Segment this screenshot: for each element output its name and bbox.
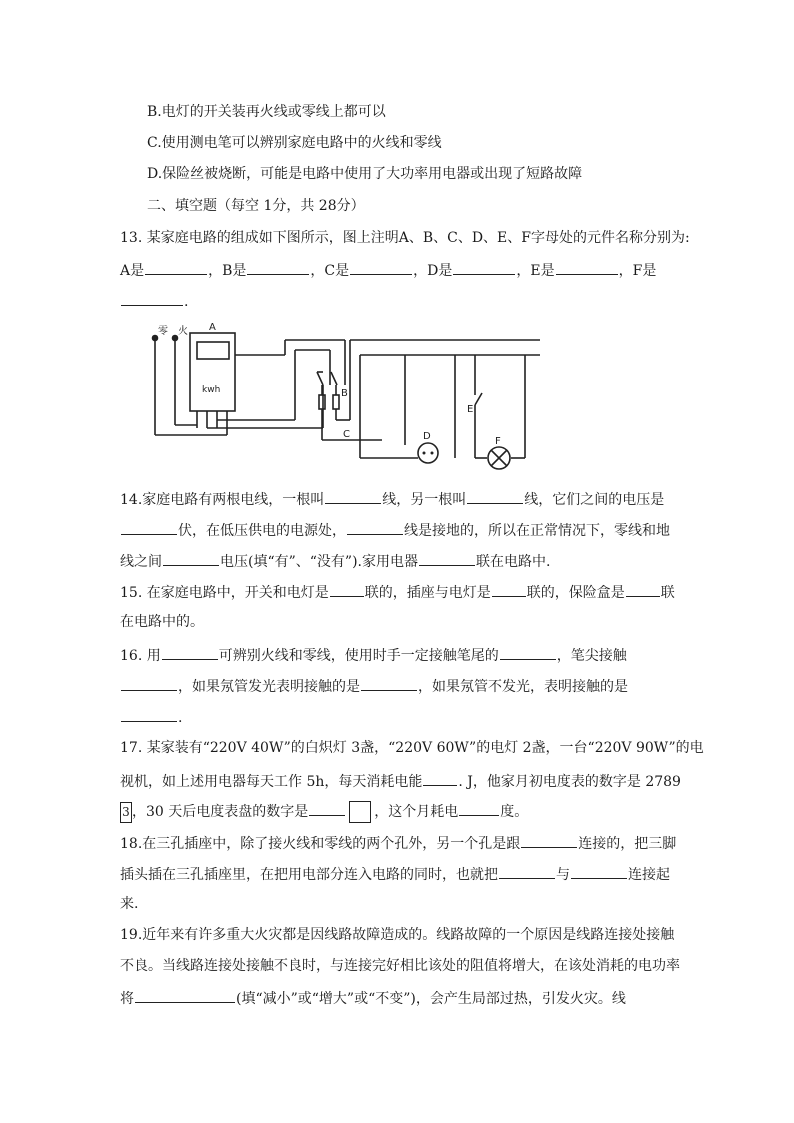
q13-line3 <box>120 290 188 312</box>
label-c: C <box>343 429 350 440</box>
q17-text: . J，他家月初电度表的数字是 2789 <box>458 774 681 790</box>
q14-line1 <box>120 488 664 510</box>
q17-text: ，这个月耗电 <box>374 804 459 820</box>
section-title: 二、填空题（每空 1分，共 28分） <box>147 198 365 214</box>
label-b: B <box>341 388 348 399</box>
q18-line1 <box>120 832 676 854</box>
q15-text: 联 <box>660 585 675 601</box>
q15-blank-2[interactable] <box>492 581 526 597</box>
q18-text: 与 <box>556 867 570 883</box>
q14-text: 线是接地的，所以在正常情况下，零线和地 <box>404 523 670 539</box>
q18-line3: 来. <box>120 896 139 912</box>
q17-blank-reading[interactable] <box>309 800 345 816</box>
q16-text: ，如果氖管不发光，表明接触的是 <box>418 679 628 695</box>
q13-e-label: ，E是 <box>516 263 555 279</box>
q13-d-blank[interactable] <box>453 259 515 275</box>
q16-blank-2[interactable] <box>500 644 556 660</box>
q14-text: 电压(填“有”、“没有”).家用电器 <box>220 554 419 570</box>
q14-blank-2[interactable] <box>467 488 523 504</box>
q14-blank-1[interactable] <box>325 488 381 504</box>
q14-blank-6[interactable] <box>419 550 475 566</box>
q17-blank-kwh[interactable] <box>459 800 499 816</box>
q18-blank-3[interactable] <box>571 863 627 879</box>
q14-text: 14.家庭电路有两根电线，一根叫 <box>120 492 325 508</box>
q18-text: 连接起 <box>628 867 670 883</box>
q14-blank-3[interactable] <box>121 519 177 535</box>
q14-text: 线之间 <box>120 554 162 570</box>
q18-line2 <box>120 863 670 885</box>
q13-c-blank[interactable] <box>350 259 412 275</box>
q15-blank-3[interactable] <box>626 581 660 597</box>
q19-blank-1[interactable] <box>135 987 235 1003</box>
q15-line2: 在电路中的。 <box>120 614 204 630</box>
q16-end: . <box>178 710 183 726</box>
q13-b-label: ，B是 <box>208 263 247 279</box>
option-b: B.电灯的开关装再火线或零线上都可以 <box>147 104 386 120</box>
q13-e-blank[interactable] <box>556 259 618 275</box>
q19-text: 将 <box>120 991 134 1007</box>
q15-line1 <box>120 581 675 603</box>
q18-text: 连接的，把三脚 <box>578 836 677 852</box>
household-circuit-diagram <box>145 320 545 470</box>
meter-digit-box: 3 <box>120 802 132 823</box>
q18-text: 插头插在三孔插座里，在把用电部分连入电路的同时，也就把 <box>120 867 498 883</box>
q16-blank-1[interactable] <box>162 644 218 660</box>
q14-text: 联在电路中. <box>476 554 551 570</box>
q17-line3 <box>120 800 528 823</box>
label-e: E <box>467 404 474 415</box>
q13-end: . <box>184 294 189 310</box>
label-zero: 零 <box>158 326 168 337</box>
label-f: F <box>495 436 501 447</box>
q15-text: 联的，插座与电灯是 <box>364 585 491 601</box>
q18-text: 18.在三孔插座中，除了接火线和零线的两个孔外，另一个孔是跟 <box>120 836 521 852</box>
label-d: D <box>423 431 431 442</box>
q13-line1: 13. 某家庭电路的组成如下图所示，图上注明A、B、C、D、E、F字母处的元件名称分别为: <box>120 230 690 246</box>
q17-line2 <box>120 770 681 792</box>
q13-a-blank[interactable] <box>145 259 207 275</box>
q17-text: ，30 天后电度表盘的数字是 <box>132 804 309 820</box>
q14-line2 <box>120 519 670 541</box>
q14-text: 伏，在低压供电的电源处， <box>178 523 346 539</box>
q16-text: ，如果氖管发光表明接触的是 <box>178 679 360 695</box>
q14-blank-5[interactable] <box>163 550 219 566</box>
q16-text: ，笔尖接触 <box>556 648 627 664</box>
q13-c-label: ，C是 <box>310 263 350 279</box>
q13-f-label: ，F是 <box>618 263 657 279</box>
q19-line2: 不良。当线路连接处接触不良时，与连接完好相比该处的阻值将增大，在该处消耗的电功率 <box>120 958 680 974</box>
q16-text: 可辨别火线和零线，使用时手一定接触笔尾的 <box>218 648 499 664</box>
q16-line1 <box>120 644 627 666</box>
q19-line1: 19.近年来有许多重大火灾都是因线路故障造成的。线路故障的一个原因是线路连接处接触 <box>120 927 675 943</box>
option-d: D.保险丝被烧断，可能是电路中使用了大功率用电器或出现了短路故障 <box>147 166 583 182</box>
q17-line1: 17. 某家装有“220V 40W”的白炽灯 3盏，“220V 60W”的电灯 2盏，一台“220V 90W”的电 <box>120 740 704 756</box>
q17-reading-box[interactable] <box>349 801 371 823</box>
q17-blank-energy[interactable] <box>423 770 457 786</box>
q13-d-label: ，D是 <box>413 263 453 279</box>
q16-line2 <box>120 675 628 697</box>
q16-blank-4[interactable] <box>361 675 417 691</box>
q13-b-blank[interactable] <box>247 259 309 275</box>
q15-blank-1[interactable] <box>330 581 364 597</box>
option-c: C.使用测电笔可以辨别家庭电路中的火线和零线 <box>147 135 442 151</box>
q15-text: 15. 在家庭电路中，开关和电灯是 <box>120 585 329 601</box>
q19-line3 <box>120 987 626 1009</box>
label-meter: kwh <box>202 385 221 395</box>
q13-a-label: A是 <box>120 263 145 279</box>
q14-text: 线，它们之间的电压是 <box>524 492 665 508</box>
q14-line3 <box>120 550 550 572</box>
q17-text: 视机，如上述用电器每天工作 5h，每天消耗电能 <box>120 774 423 790</box>
q14-blank-4[interactable] <box>347 519 403 535</box>
q18-blank-1[interactable] <box>521 832 577 848</box>
label-a: A <box>209 322 216 333</box>
label-fire: 火 <box>178 326 188 337</box>
q13-line2 <box>120 259 656 281</box>
q13-f-blank[interactable] <box>121 290 183 306</box>
q19-text: (填“减小”或“增大”或“不变”)，会产生局部过热，引发火灾。线 <box>236 991 626 1007</box>
q17-text: 度。 <box>500 804 529 820</box>
q16-text: 16. 用 <box>120 648 161 664</box>
q14-text: 线，另一根叫 <box>382 492 467 508</box>
q16-blank-5[interactable] <box>121 706 177 722</box>
q16-blank-3[interactable] <box>121 675 177 691</box>
q15-text: 联的，保险盒是 <box>526 585 625 601</box>
q18-blank-2[interactable] <box>499 863 555 879</box>
q16-line3 <box>120 706 182 728</box>
